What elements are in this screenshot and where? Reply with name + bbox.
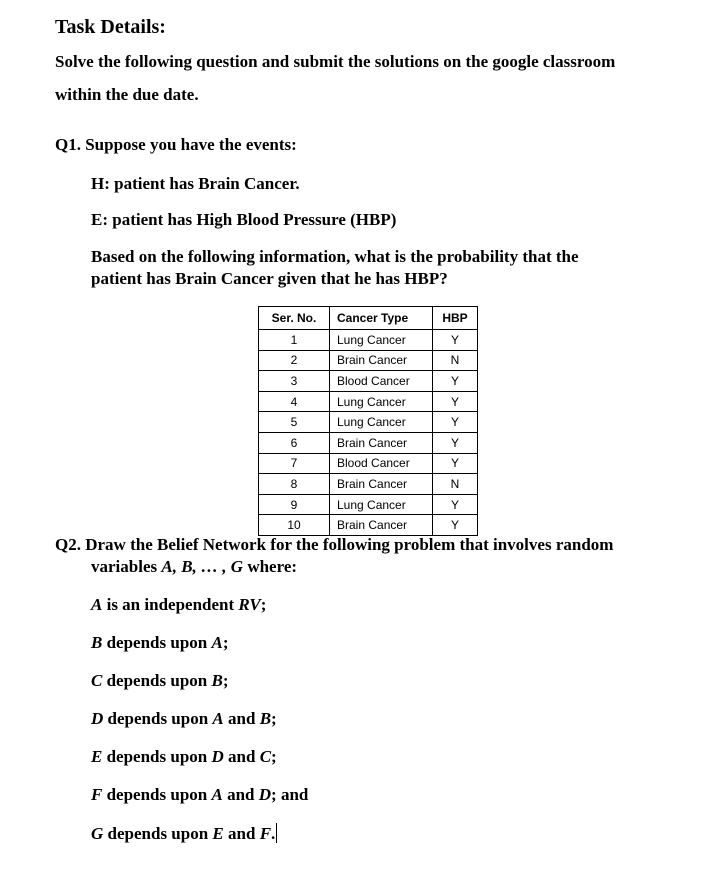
q2-variables-list: A, B, … , G: [161, 557, 244, 576]
var-a: A: [211, 633, 223, 652]
cell-cancer-type: Brain Cancer: [330, 515, 433, 536]
cell-ser-no: 9: [259, 494, 330, 515]
cell-cancer-type: Lung Cancer: [330, 391, 433, 412]
cell-ser-no: 1: [259, 330, 330, 351]
table-row: [259, 515, 478, 536]
table-row: [259, 494, 478, 515]
cell-ser-no: 10: [259, 515, 330, 536]
header-ser-no: Ser. No.: [259, 307, 330, 330]
dependency-d: [91, 709, 277, 729]
dependency-end: ;: [222, 671, 229, 690]
dependency-text: depends upon: [103, 824, 213, 843]
q2-heading: Q2. Draw the Belief Network for the following problem that involves random: [55, 535, 614, 554]
dependency-text: depends upon: [102, 671, 212, 690]
cell-hbp: Y: [433, 391, 478, 412]
dependency-g: [91, 823, 277, 844]
cancer-data-table: [258, 306, 478, 536]
dependency-text: depends upon: [102, 633, 212, 652]
var-d: D: [91, 709, 104, 728]
cell-ser-no: 4: [259, 391, 330, 412]
event-e: E: patient has High Blood Pressure (HBP): [91, 210, 397, 229]
page-title: Task Details:: [55, 16, 166, 38]
var-e: E: [91, 747, 103, 766]
cell-ser-no: 3: [259, 371, 330, 392]
var-c: C: [259, 747, 272, 766]
dependency-and: and: [223, 747, 260, 766]
table-row: [259, 474, 478, 495]
var-a: A: [212, 709, 224, 728]
q2-variables-line: [91, 557, 297, 577]
q1-heading: Q1. Suppose you have the events:: [55, 135, 297, 154]
text-cursor: [276, 823, 277, 843]
dependency-a: [91, 595, 266, 615]
table-row: [259, 350, 478, 371]
cell-cancer-type: Brain Cancer: [330, 432, 433, 453]
cell-cancer-type: Lung Cancer: [330, 494, 433, 515]
table-row: [259, 330, 478, 351]
cell-hbp: Y: [433, 330, 478, 351]
dependency-c: [91, 671, 229, 691]
cell-hbp: Y: [433, 515, 478, 536]
table-row: [259, 453, 478, 474]
var-d: D: [258, 785, 272, 804]
q1-question-line-1: Based on the following information, what is the probability that the: [91, 247, 579, 266]
dependency-end: ;: [271, 709, 277, 728]
dependency-end: ; and: [271, 785, 309, 804]
cell-ser-no: 6: [259, 432, 330, 453]
dependency-end: ;: [271, 747, 277, 766]
cell-ser-no: 2: [259, 350, 330, 371]
header-hbp: HBP: [433, 307, 478, 330]
var-b: B: [259, 709, 272, 728]
dependency-e: [91, 747, 277, 767]
cell-hbp: Y: [433, 412, 478, 433]
dependency-and: and: [223, 824, 260, 843]
dependency-b: [91, 633, 229, 653]
var-a: A: [91, 595, 103, 614]
cell-hbp: Y: [433, 371, 478, 392]
table-row: [259, 391, 478, 412]
var-rv: RV: [238, 595, 261, 614]
var-e: E: [212, 824, 224, 843]
var-d: D: [211, 747, 224, 766]
table-row: [259, 432, 478, 453]
dependency-end: ;: [222, 633, 229, 652]
dependency-text: depends upon: [102, 747, 212, 766]
q1-question-line-2: patient has Brain Cancer given that he has HBP?: [91, 269, 448, 288]
var-a: A: [211, 785, 223, 804]
cell-hbp: Y: [433, 432, 478, 453]
cell-cancer-type: Lung Cancer: [330, 412, 433, 433]
cell-cancer-type: Brain Cancer: [330, 474, 433, 495]
event-h: H: patient has Brain Cancer.: [91, 174, 300, 193]
cell-ser-no: 8: [259, 474, 330, 495]
dependency-f: [91, 785, 308, 805]
cell-ser-no: 5: [259, 412, 330, 433]
var-b: B: [211, 671, 223, 690]
instruction-line-1: Solve the following question and submit the solutions on the google classroom: [55, 52, 616, 71]
header-cancer-type: Cancer Type: [330, 307, 433, 330]
cell-cancer-type: Lung Cancer: [330, 330, 433, 351]
dependency-end: .: [271, 824, 276, 843]
cell-ser-no: 7: [259, 453, 330, 474]
cell-cancer-type: Blood Cancer: [330, 453, 433, 474]
cell-hbp: N: [433, 474, 478, 495]
var-c: C: [91, 671, 103, 690]
var-g: G: [91, 824, 104, 843]
cell-cancer-type: Blood Cancer: [330, 371, 433, 392]
table-row: [259, 371, 478, 392]
var-f: F: [91, 785, 103, 804]
table-header-row: [259, 307, 478, 330]
dependency-text: is an independent: [102, 595, 239, 614]
cell-hbp: N: [433, 350, 478, 371]
cell-hbp: Y: [433, 494, 478, 515]
cell-cancer-type: Brain Cancer: [330, 350, 433, 371]
var-b: B: [91, 633, 103, 652]
dependency-and: and: [223, 709, 260, 728]
dependency-text: depends upon: [103, 709, 213, 728]
instruction-line-2: within the due date.: [55, 85, 199, 104]
table-row: [259, 412, 478, 433]
dependency-end: ;: [260, 595, 267, 614]
dependency-and: and: [222, 785, 259, 804]
dependency-text: depends upon: [102, 785, 212, 804]
var-f: F: [259, 824, 272, 843]
q2-variables-suffix: where:: [243, 557, 298, 576]
cell-hbp: Y: [433, 453, 478, 474]
q2-variables-prefix: variables: [91, 557, 162, 576]
